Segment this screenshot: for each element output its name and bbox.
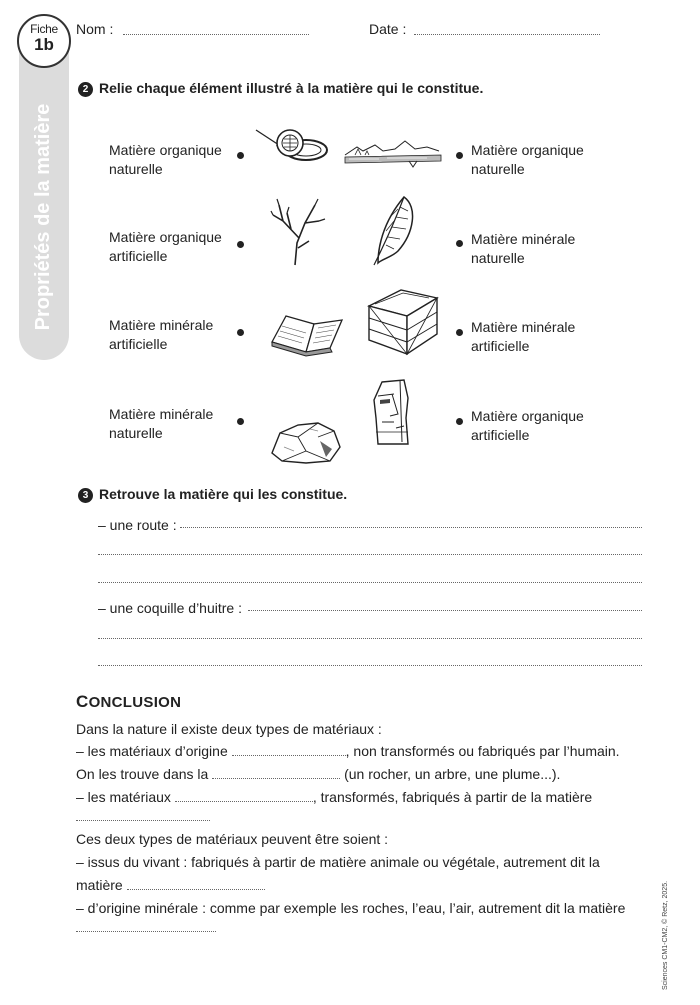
route-answer-line-3[interactable] [98, 582, 642, 583]
q3-title: 3 Retrouve la matière qui les constitue. [78, 486, 347, 503]
route-label: – une route : [98, 517, 177, 533]
route-answer-line-2[interactable] [98, 554, 642, 555]
q2-number: 2 [78, 82, 93, 97]
fiche-badge [17, 14, 71, 68]
left-item-3: Matière minérale artificielle [109, 317, 214, 352]
left-item-4: Matière minérale naturelle [109, 406, 214, 441]
conclusion-line-9: – d’origine minérale : comme par exemple les roches, l’eau, l’air, autrement dit la matière [76, 900, 626, 916]
q3-number: 3 [78, 488, 93, 503]
coquille-answer-line-1[interactable] [248, 610, 642, 611]
date-field[interactable] [414, 34, 600, 35]
fiche-label: Fiche [30, 22, 58, 36]
conclusion-line-7: – issus du vivant : fabriqués à partir de matière animale ou végétale, autrement dit la [76, 854, 600, 870]
book-icon [268, 312, 346, 358]
conclusion-title: CONCLUSION [76, 692, 182, 711]
rock-icon [268, 417, 343, 467]
right-item-2: Matière minérale naturelle [471, 231, 576, 266]
conclusion-line-3: On les trouve dans la (un rocher, un arbre, une plume...). [76, 766, 561, 782]
lake-landscape-icon [343, 137, 443, 172]
side-title: Propriétés de la matière [32, 103, 54, 331]
conclusion-line-6: Ces deux types de matériaux peuvent être soient : [76, 831, 389, 847]
coquille-answer-line-2[interactable] [98, 638, 642, 639]
left-item-2: Matière organique artificielle [109, 229, 222, 264]
conclusion-line-8: matière [76, 876, 265, 894]
fiche-number: 1b [34, 35, 54, 54]
copyright-credit: Sciences CM1-CM2, © Retz, 2025. [662, 880, 669, 990]
nom-label: Nom : [76, 21, 114, 37]
q2-title: 2 Relie chaque élément illustré à la matière qui le constitue. [78, 80, 483, 97]
coquille-answer-line-3[interactable] [98, 665, 642, 666]
right-dot-4[interactable] [456, 418, 463, 425]
moai-statue-icon [370, 378, 415, 446]
fabrique-blank[interactable] [175, 789, 313, 802]
route-answer-line-1[interactable] [180, 527, 642, 528]
left-dot-1[interactable] [237, 152, 244, 159]
left-dot-4[interactable] [237, 418, 244, 425]
right-item-4: Matière organique artificielle [471, 408, 584, 443]
right-dot-1[interactable] [456, 152, 463, 159]
matiere-blank-1[interactable] [76, 820, 210, 821]
branch-icon [265, 193, 327, 268]
right-item-1: Matière organique naturelle [471, 142, 584, 177]
coquille-label: – une coquille d’huitre : [98, 600, 242, 616]
crate-icon [363, 284, 441, 356]
left-item-1: Matière organique naturelle [109, 142, 222, 177]
feather-icon [368, 193, 420, 268]
organique-blank[interactable] [127, 877, 265, 890]
ring-icon [252, 127, 332, 177]
conclusion-line-1: Dans la nature il existe deux types de matériaux : [76, 721, 382, 737]
date-label: Date : [369, 21, 407, 37]
minerale-blank[interactable] [76, 931, 216, 932]
conclusion-line-4: – les matériaux , transformés, fabriqués à partir de la matière [76, 789, 593, 805]
origine-blank[interactable] [232, 743, 346, 756]
nature-blank[interactable] [212, 766, 340, 779]
right-item-3: Matière minérale artificielle [471, 319, 576, 354]
conclusion-line-2: – les matériaux d’origine , non transformés ou fabriqués par l’humain. [76, 743, 620, 759]
left-dot-3[interactable] [237, 329, 244, 336]
nom-field[interactable] [123, 34, 309, 35]
right-dot-3[interactable] [456, 329, 463, 336]
right-dot-2[interactable] [456, 240, 463, 247]
left-dot-2[interactable] [237, 241, 244, 248]
